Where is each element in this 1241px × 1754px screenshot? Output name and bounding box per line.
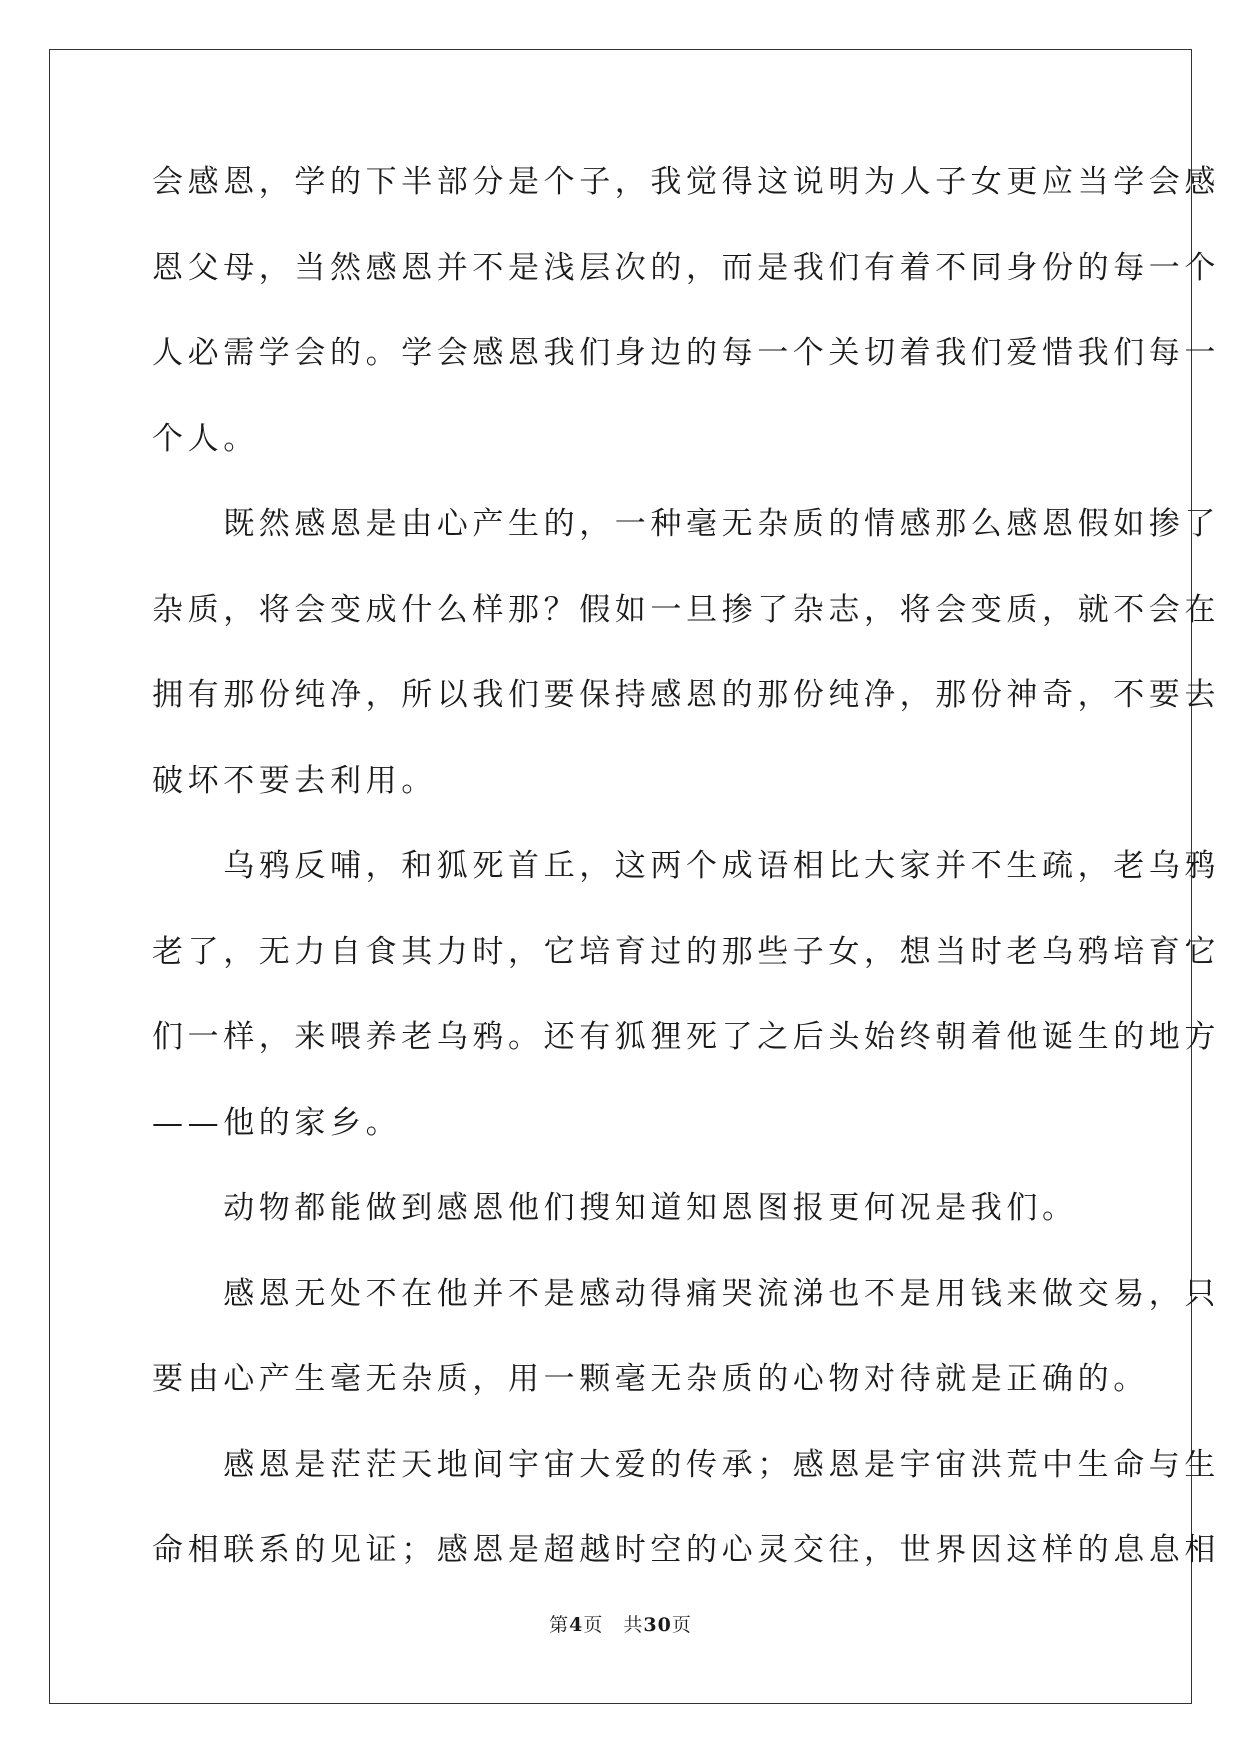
footer-total-suffix: 页	[671, 1614, 692, 1636]
page-footer	[0, 1610, 1241, 1637]
text-line: 会感恩，学的下半部分是个子，我觉得这说明为人子女更应当学会感	[152, 164, 1220, 200]
text-line: 既然感恩是由心产生的，一种毫无杂质的情感那么感恩假如掺了	[152, 506, 1220, 542]
text-line: 要由心产生毫无杂质，用一颗毫无杂质的心物对待就是正确的。	[152, 1361, 1149, 1397]
text-line: 动物都能做到感恩他们搜知道知恩图报更何况是我们。	[152, 1190, 1078, 1226]
footer-total-prefix: 共	[623, 1614, 644, 1636]
text-line: 杂质，将会变成什么样那？假如一旦掺了杂志，将会变质，就不会在	[152, 591, 1220, 628]
page-number: 4	[569, 1614, 584, 1636]
text-line: 恩父母，当然感恩并不是浅层次的，而是我们有着不同身份的每一个	[152, 249, 1220, 286]
text-line: ——他的家乡。	[152, 1104, 402, 1141]
text-line: 破坏不要去利用。	[152, 762, 437, 799]
text-line: 感恩无处不在他并不是感动得痛哭流涕也不是用钱来做交易，只	[152, 1275, 1220, 1312]
text-line: 命相联系的见证；感恩是超越时空的心灵交往，世界因这样的息息相	[152, 1532, 1220, 1568]
document-body	[152, 162, 1220, 1616]
text-line: 拥有那份纯净，所以我们要保持感恩的那份纯净，那份神奇，不要去	[152, 677, 1220, 713]
text-line: 个人。	[152, 420, 259, 457]
text-line: 感恩是茫茫天地间宇宙大爱的传承；感恩是宇宙洪荒中生命与生	[152, 1446, 1220, 1483]
text-line: 人必需学会的。学会感恩我们身边的每一个关切着我们爱惜我们每一	[152, 335, 1220, 371]
total-pages: 30	[643, 1614, 672, 1636]
text-line: 老了，无力自食其力时，它培育过的那些子女，想当时老乌鸦培育它	[152, 933, 1220, 970]
text-line: 乌鸦反哺，和狐死首丘，这两个成语相比大家并不生疏，老乌鸦	[152, 848, 1220, 884]
footer-prefix: 第	[549, 1614, 570, 1636]
text-line: 们一样，来喂养老乌鸦。还有狐狸死了之后头始终朝着他诞生的地方	[152, 1019, 1220, 1055]
footer-page-suffix: 页	[583, 1614, 604, 1636]
